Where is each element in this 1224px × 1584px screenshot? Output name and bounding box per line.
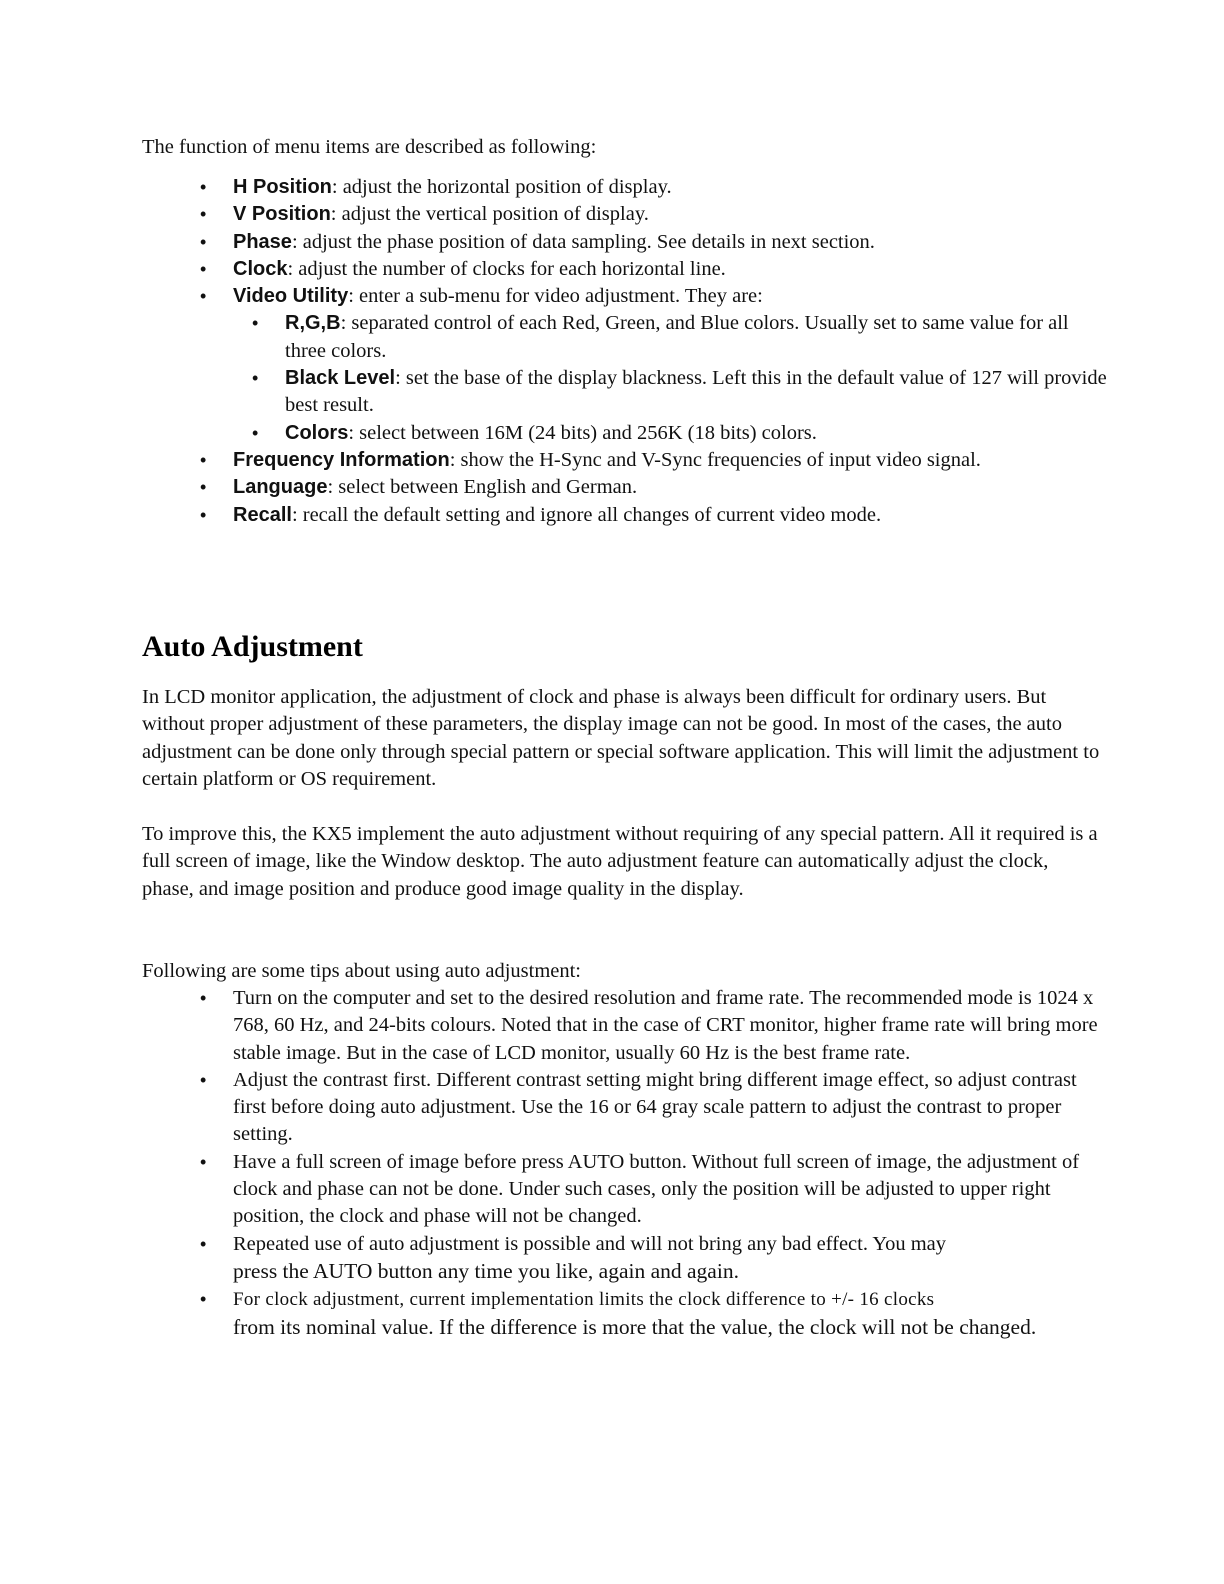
sub-term: R,G,B [285, 312, 341, 335]
tip-line: Repeated use of auto adjustment is possible and will not bring any bad effect. You may [233, 1232, 947, 1255]
tips-list [233, 985, 1113, 1342]
tip-line: from its nominal value. If the difference is more that the value, the clock will not be changed. [233, 1314, 1037, 1339]
tip-line: press the AUTO button any time you like, again and again. [233, 1258, 739, 1283]
list-item [285, 420, 1113, 447]
list-item [233, 256, 1113, 283]
tip-line: For clock adjustment, current implementation limits the clock difference to +/- 16 clocks [233, 1289, 935, 1311]
list-item: • Adjust the contrast first. Different contrast setting might bring different image effect, so adjust contrast first before doing auto adjustment. Use the 16 or 64 gray scale pattern to adjust the contrast to proper setting. [233, 1067, 1113, 1149]
list-item [233, 174, 1113, 201]
sub-term: Colors [285, 421, 349, 444]
menu-term: Video Utility [233, 285, 349, 308]
list-item [233, 1231, 1113, 1287]
menu-desc: : adjust the number of clocks for each horizontal line. [287, 257, 726, 280]
video-utility-sublist [233, 310, 1113, 446]
menu-desc: : show the H-Sync and V-Sync frequencies of input video signal. [449, 448, 981, 471]
sub-desc: : select between 16M (24 bits) and 256K (18 bits) colors. [348, 421, 817, 444]
menu-desc: : recall the default setting and ignore all changes of current video mode. [291, 503, 882, 526]
menu-term: Phase [233, 230, 292, 253]
list-item: • Turn on the computer and set to the desired resolution and frame rate. The recommended mode is 1024 x 768, 60 Hz, and 24-bits colours. Noted that in the case of CRT monitor, higher frame rate will bring more stable image. But in the case of LCD monitor, usually 60 Hz is the best frame rate. [233, 985, 1113, 1067]
list-item: • Have a full screen of image before press AUTO button. Without full screen of image, the adjustment of clock and phase can not be done. Under such cases, only the position will be adjusted to upper right position, the clock and phase will not be changed. [233, 1149, 1113, 1231]
menu-term: Clock [233, 257, 288, 280]
list-item [233, 447, 1113, 474]
section-heading: Auto Adjustment [142, 630, 363, 663]
menu-term: Recall [233, 503, 292, 526]
sub-desc: : set the base of the display blackness. Left this in the default value of 127 will provide best result. [285, 367, 1107, 417]
sub-desc: : separated control of each Red, Green, and Blue colors. Usually set to same value for all three colors. [285, 312, 1069, 362]
paragraph: In LCD monitor application, the adjustment of clock and phase is always been difficult for ordinary users. But without proper adjustment of these parameters, the display image can not be good. In most of the cases, the auto adjustment can be done only through special pattern or special software application. This will limit the adjustment to certain platform or OS requirement. [142, 686, 1100, 790]
list-item [285, 365, 1113, 420]
menu-term: Language [233, 476, 328, 499]
intro-text: The function of menu items are described as following: [142, 136, 597, 158]
menu-desc: : adjust the horizontal position of display. [331, 176, 672, 198]
list-item [233, 474, 1113, 501]
paragraph: To improve this, the KX5 implement the auto adjustment without requiring of any special pattern. All it required is a full screen of image, like the Window desktop. The auto adjustment feature can automatically adjust the clock, phase, and image position and produce good image quality in the display. [142, 823, 1098, 900]
menu-term: H Position [233, 176, 332, 198]
list-item [233, 502, 1113, 529]
menu-desc: : adjust the vertical position of display. [330, 203, 649, 226]
menu-items-list [233, 174, 1113, 529]
list-item [285, 310, 1113, 365]
menu-desc: : enter a sub-menu for video adjustment. They are: [348, 285, 763, 308]
list-item [233, 201, 1113, 228]
list-item [233, 1286, 1113, 1342]
menu-desc: : select between English and German. [327, 476, 638, 499]
sub-term: Black Level [285, 367, 396, 390]
menu-term: Frequency Information [233, 448, 450, 471]
menu-desc: : adjust the phase position of data sampling. See details in next section. [291, 230, 875, 253]
tips-intro: Following are some tips about using auto adjustment: [142, 960, 581, 982]
list-item [233, 229, 1113, 256]
menu-term: V Position [233, 203, 331, 226]
list-item [233, 283, 1113, 447]
